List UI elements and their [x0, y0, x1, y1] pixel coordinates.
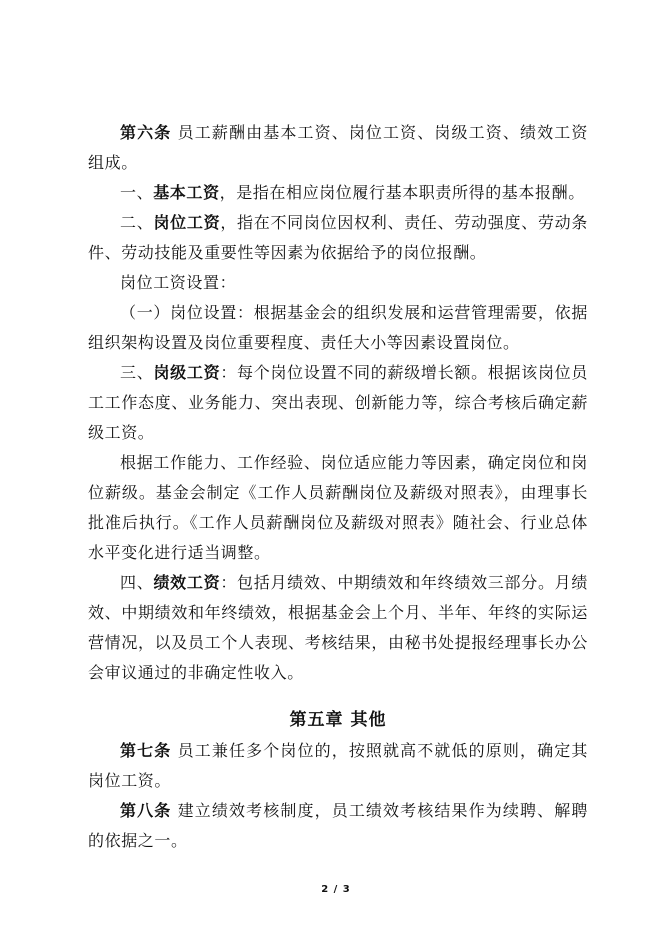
item-1-term: 基本工资: [153, 183, 220, 202]
document-body: [88, 118, 588, 856]
item-3-text: ：每个岗位设置不同的薪级增长额。根据该岗位员工工作态度、业务能力、突出表现、创新能力等，综合考核后确定薪级工资。: [88, 363, 588, 442]
page-number: 2 / 3: [321, 884, 351, 895]
item-3-prefix: 三、: [120, 363, 154, 382]
position-setting-1: （一）岗位设置：根据基金会的组织发展和运营管理需要，依据组织架构设置及岗位重要程度、责任大小等因素设置岗位。: [88, 303, 588, 352]
item-2-prefix: 二、: [120, 213, 154, 232]
item-basic-salary: [88, 178, 588, 208]
chapter-5-heading: 第五章 其他: [289, 710, 387, 730]
item-3-term: 岗级工资: [153, 363, 221, 382]
article-6: [88, 118, 588, 178]
position-setting-intro: 岗位工资设置：: [120, 273, 237, 292]
article-7-label: 第七条: [120, 741, 172, 760]
article-8-text: 建立绩效考核制度，员工绩效考核结果作为续聘、解聘的依据之一。: [88, 801, 589, 850]
grade-paragraph: 根据工作能力、工作经验、岗位适应能力等因素，确定岗位和岗位薪级。基金会制定《工作人员薪酬岗位及薪级对照表》，由理事长批准后执行。《工作人员薪酬岗位及薪级对照表》随社会、行业总体水平变化进行适当调整。: [88, 453, 588, 562]
item-4-text: ：包括月绩效、中期绩效和年终绩效三部分。月绩效、中期绩效和年终绩效，根据基金会上个月、半年、年终的实际运营情况，以及员工个人表现、考核结果，由秘书处提报经理事长办公会审议通过的非确定性收入。: [88, 573, 588, 682]
article-8: [88, 796, 588, 856]
item-4-term: 绩效工资: [153, 573, 221, 592]
article-7-text: 员工兼任多个岗位的，按照就高不就低的原则，确定其岗位工资。: [88, 741, 589, 790]
article-7: [88, 736, 588, 796]
item-grade-salary: [88, 358, 588, 448]
item-2-term: 岗位工资: [153, 213, 221, 232]
article-8-label: 第八条: [120, 801, 172, 820]
article-6-text: 员工薪酬由基本工资、岗位工资、岗级工资、绩效工资组成。: [88, 123, 589, 172]
item-1-prefix: 一、: [120, 183, 154, 202]
item-position-salary: [88, 208, 588, 268]
item-4-prefix: 四、: [120, 573, 154, 592]
article-6-label: 第六条: [120, 123, 172, 142]
item-performance-salary: [88, 568, 588, 688]
item-1-text: ，是指在相应岗位履行基本职责所得的基本报酬。: [219, 183, 585, 202]
item-2-text: ，指在不同岗位因权利、责任、劳动强度、劳动条件、劳动技能及重要性等因素为依据给予的岗位报酬。: [88, 213, 588, 262]
